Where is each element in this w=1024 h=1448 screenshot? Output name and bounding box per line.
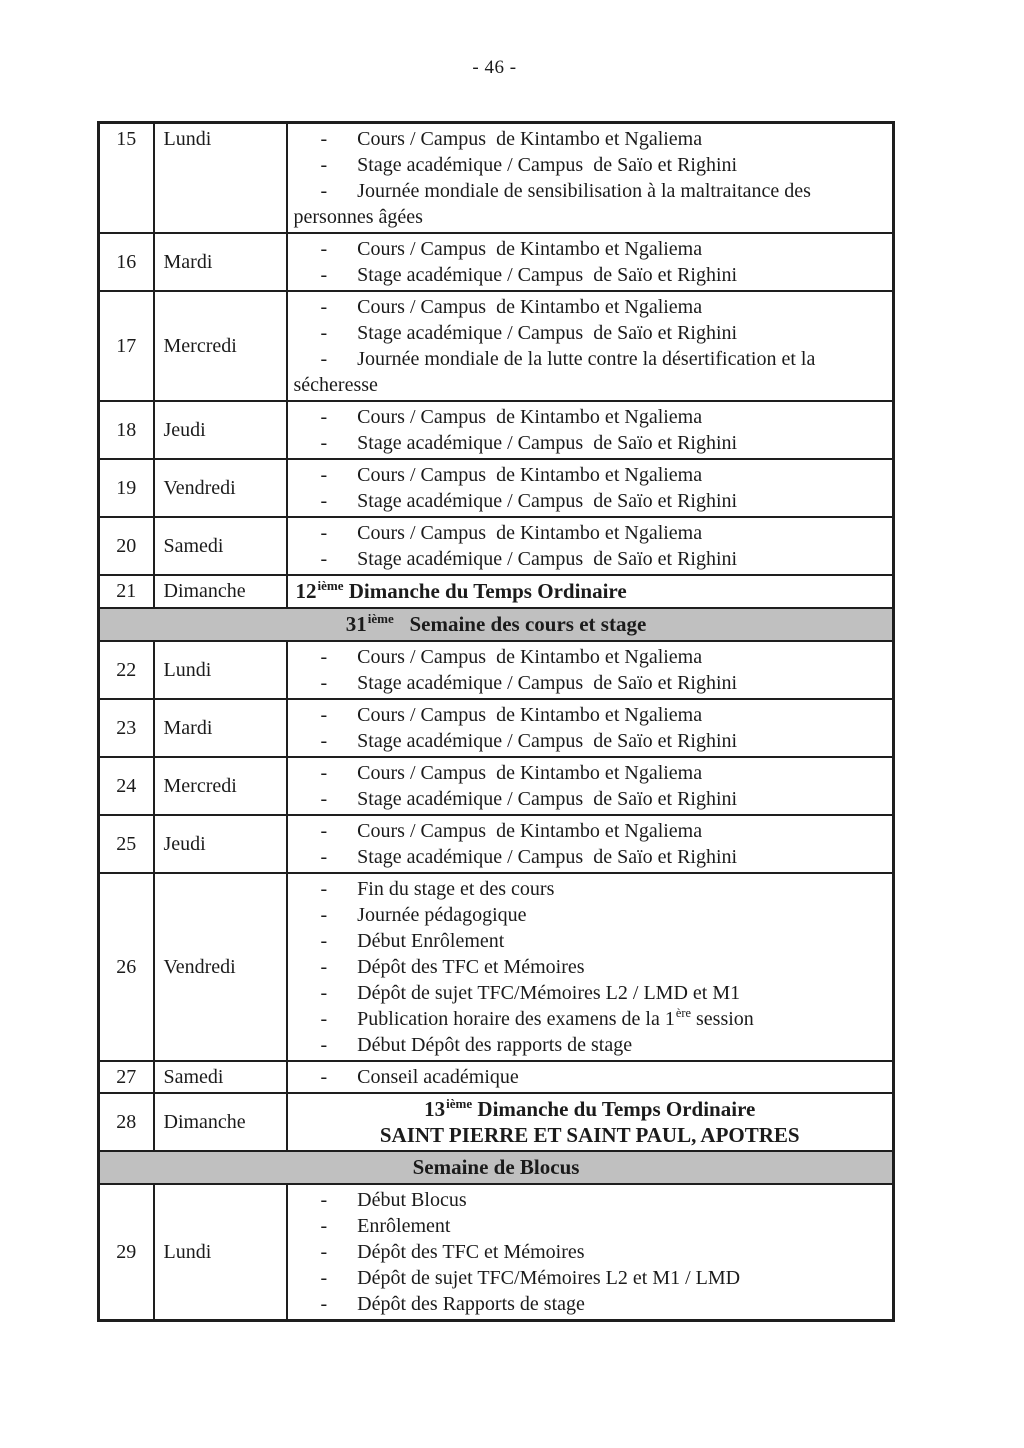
week-banner: [99, 608, 894, 641]
text-segment: Publication horaire des examens de la 1: [357, 1008, 675, 1030]
bullet-dash: -: [320, 128, 328, 150]
ordinal-superscript: ième: [446, 1096, 473, 1111]
activities-cell: [287, 757, 894, 815]
table-row: [99, 233, 894, 291]
bullet-dash: -: [320, 1066, 328, 1088]
day-name-cell: Lundi: [154, 641, 287, 699]
day-number-cell: 24: [99, 757, 154, 815]
table-row: [99, 123, 894, 234]
page-number: - 46 -: [472, 57, 517, 78]
activities-cell: [287, 401, 894, 459]
activities-cell: [287, 459, 894, 517]
bullet-dash: -: [320, 348, 328, 370]
academic-calendar-table: [97, 121, 895, 1322]
day-name-cell: Dimanche: [154, 1093, 287, 1151]
text-segment: Dimanche du Temps Ordinaire: [472, 1097, 756, 1121]
text-segment: Dépôt des TFC et Mémoires: [357, 956, 585, 978]
day-number-cell: 28: [99, 1093, 154, 1151]
text-segment: Début Enrôlement: [357, 930, 505, 952]
activities-cell: [287, 873, 894, 1061]
activity-item: [294, 644, 887, 670]
day-name-cell: Jeudi: [154, 401, 287, 459]
activity-item: [294, 320, 887, 346]
activity-item: [294, 786, 887, 812]
bullet-dash: -: [320, 1189, 328, 1211]
activities-cell: [287, 699, 894, 757]
text-segment: Stage académique / Campus de Saïo et Righini: [357, 432, 738, 454]
activity-item: [294, 1064, 887, 1090]
week-banner-row: [99, 608, 894, 641]
sunday-title: [294, 578, 887, 605]
text-segment: Stage académique / Campus de Saïo et Righini: [357, 322, 738, 344]
activity-item: [294, 702, 887, 728]
activity-item: [294, 876, 887, 902]
activities-cell: [287, 641, 894, 699]
ordinal-superscript: ième: [317, 578, 344, 593]
table-row: [99, 641, 894, 699]
activity-item: [294, 1213, 887, 1239]
activities-cell: [287, 1093, 894, 1151]
text-segment: Stage académique / Campus de Saïo et Righini: [357, 264, 738, 286]
text-segment: Dépôt de sujet TFC/Mémoires L2 et M1 / LMD: [357, 1267, 741, 1289]
day-name-cell: Dimanche: [154, 575, 287, 608]
bullet-dash: -: [320, 956, 328, 978]
activities-cell: [287, 1061, 894, 1093]
table-row: [99, 699, 894, 757]
day-name-cell: Mercredi: [154, 291, 287, 401]
table-row: [99, 517, 894, 575]
activity-item: [294, 1032, 887, 1058]
activities-cell: [287, 233, 894, 291]
day-number-cell: 26: [99, 873, 154, 1061]
day-number-cell: 20: [99, 517, 154, 575]
bullet-dash: -: [320, 704, 328, 726]
activity-item: [294, 1239, 887, 1265]
table-row: [99, 757, 894, 815]
day-number-cell: 18: [99, 401, 154, 459]
activity-item: [294, 1265, 887, 1291]
activity-item: [294, 1187, 887, 1213]
activity-item: [294, 520, 887, 546]
day-name-cell: Mercredi: [154, 757, 287, 815]
text-segment: 12: [295, 579, 317, 603]
bullet-dash: -: [320, 646, 328, 668]
text-segment: Stage académique / Campus de Saïo et Righini: [357, 154, 738, 176]
day-number-cell: 29: [99, 1184, 154, 1321]
text-segment: Stage académique / Campus de Saïo et Righini: [357, 846, 738, 868]
bullet-dash: -: [320, 1034, 328, 1056]
text-segment: 31: [345, 612, 367, 636]
bullet-dash: -: [320, 820, 328, 842]
table-row: [99, 291, 894, 401]
activities-cell: [287, 123, 894, 234]
text-segment: SAINT PIERRE ET SAINT PAUL, APOTRES: [379, 1123, 800, 1147]
text-segment: Journée pédagogique: [357, 904, 527, 926]
bullet-dash: -: [320, 1008, 328, 1030]
day-name-cell: Samedi: [154, 517, 287, 575]
table-row: [99, 1061, 894, 1093]
bullet-dash: -: [320, 322, 328, 344]
text-segment: Cours / Campus de Kintambo et Ngaliema: [357, 704, 703, 726]
table-row: [99, 1184, 894, 1321]
text-segment: Dépôt de sujet TFC/Mémoires L2 / LMD et M1: [357, 982, 741, 1004]
text-segment: Enrôlement: [357, 1215, 451, 1237]
day-name-cell: Vendredi: [154, 459, 287, 517]
day-number-cell: 16: [99, 233, 154, 291]
day-name-cell: Mardi: [154, 699, 287, 757]
text-segment: Stage académique / Campus de Saïo et Righini: [357, 672, 738, 694]
day-number-cell: 21: [99, 575, 154, 608]
activity-item: [294, 844, 887, 870]
activity-item: [294, 546, 887, 572]
text-segment: Fin du stage et des cours: [357, 878, 555, 900]
bullet-dash: -: [320, 1215, 328, 1237]
ordinal-superscript: ième: [367, 611, 394, 626]
activity-item: [294, 152, 887, 178]
text-segment: Dimanche du Temps Ordinaire: [343, 579, 627, 603]
bullet-dash: -: [320, 180, 328, 202]
day-number-cell: 22: [99, 641, 154, 699]
text-segment: Cours / Campus de Kintambo et Ngaliema: [357, 762, 703, 784]
day-name-cell: Vendredi: [154, 873, 287, 1061]
activity-item: [294, 462, 887, 488]
table-row: [99, 401, 894, 459]
activity-item: [294, 262, 887, 288]
table-row: [99, 459, 894, 517]
activities-cell: [287, 575, 894, 608]
activity-item: [294, 294, 887, 320]
text-segment: 13: [424, 1097, 446, 1121]
day-name-cell: Lundi: [154, 1184, 287, 1321]
activity-item: [294, 346, 887, 398]
text-segment: Dépôt des Rapports de stage: [357, 1293, 585, 1315]
bullet-dash: -: [320, 1267, 328, 1289]
activity-item: [294, 236, 887, 262]
day-number-cell: 25: [99, 815, 154, 873]
table-row: [99, 575, 894, 608]
day-number-cell: 27: [99, 1061, 154, 1093]
text-segment: Stage académique / Campus de Saïo et Righini: [357, 548, 738, 570]
activity-item: [294, 670, 887, 696]
day-number-cell: 17: [99, 291, 154, 401]
text-segment: Journée mondiale de la lutte contre la désertification et la sécheresse: [293, 348, 821, 396]
text-segment: Début Blocus: [357, 1189, 467, 1211]
activity-item: [294, 1291, 887, 1317]
text-segment: Cours / Campus de Kintambo et Ngaliema: [357, 522, 703, 544]
table-row: [99, 1093, 894, 1151]
bullet-dash: -: [320, 878, 328, 900]
text-segment: Stage académique / Campus de Saïo et Righini: [357, 730, 738, 752]
calendar-table-body: [99, 123, 894, 1321]
text-segment: Cours / Campus de Kintambo et Ngaliema: [357, 406, 703, 428]
bullet-dash: -: [320, 548, 328, 570]
bullet-dash: -: [320, 982, 328, 1004]
bullet-dash: -: [320, 432, 328, 454]
activity-item: [294, 902, 887, 928]
bullet-dash: -: [320, 1293, 328, 1315]
text-segment: Stage académique / Campus de Saïo et Righini: [357, 788, 738, 810]
table-row: [99, 815, 894, 873]
feast-line: [294, 1096, 887, 1122]
activity-item: [294, 178, 887, 230]
day-name-cell: Jeudi: [154, 815, 287, 873]
bullet-dash: -: [320, 846, 328, 868]
text-segment: Stage académique / Campus de Saïo et Righini: [357, 490, 738, 512]
activities-cell: [287, 815, 894, 873]
text-segment: Semaine de Blocus: [412, 1155, 580, 1179]
bullet-dash: -: [320, 154, 328, 176]
activity-item: [294, 818, 887, 844]
text-segment: Début Dépôt des rapports de stage: [357, 1034, 633, 1056]
bullet-dash: -: [320, 522, 328, 544]
activity-item: [294, 928, 887, 954]
bullet-dash: -: [320, 672, 328, 694]
table-row: [99, 873, 894, 1061]
bullet-dash: -: [320, 730, 328, 752]
text-segment: session: [691, 1008, 754, 1030]
activity-item: [294, 1006, 887, 1032]
bullet-dash: -: [320, 264, 328, 286]
bullet-dash: -: [320, 1241, 328, 1263]
text-segment: Journée mondiale de sensibilisation à la maltraitance des personnes âgées: [293, 180, 816, 228]
text-segment: Conseil académique: [357, 1066, 519, 1088]
activity-item: [294, 980, 887, 1006]
activity-item: [294, 954, 887, 980]
week-banner-row: [99, 1151, 894, 1184]
bullet-dash: -: [320, 464, 328, 486]
day-name-cell: Samedi: [154, 1061, 287, 1093]
day-number-cell: 19: [99, 459, 154, 517]
text-segment: Cours / Campus de Kintambo et Ngaliema: [357, 238, 703, 260]
activities-cell: [287, 291, 894, 401]
activities-cell: [287, 517, 894, 575]
text-segment: Cours / Campus de Kintambo et Ngaliema: [357, 646, 703, 668]
activity-item: [294, 728, 887, 754]
day-number-cell: 15: [99, 123, 154, 234]
bullet-dash: -: [320, 904, 328, 926]
activity-item: [294, 760, 887, 786]
text-segment: Cours / Campus de Kintambo et Ngaliema: [357, 464, 703, 486]
text-segment: Cours / Campus de Kintambo et Ngaliema: [357, 820, 703, 842]
text-segment: Cours / Campus de Kintambo et Ngaliema: [357, 296, 703, 318]
activities-cell: [287, 1184, 894, 1321]
text-segment: Semaine des cours et stage: [393, 612, 647, 636]
bullet-dash: -: [320, 930, 328, 952]
day-number-cell: 23: [99, 699, 154, 757]
text-segment: Cours / Campus de Kintambo et Ngaliema: [357, 128, 703, 150]
activity-item: [294, 404, 887, 430]
bullet-dash: -: [320, 490, 328, 512]
activity-item: [294, 488, 887, 514]
week-banner: [99, 1151, 894, 1184]
text-segment: Dépôt des TFC et Mémoires: [357, 1241, 585, 1263]
bullet-dash: -: [320, 238, 328, 260]
feast-line: [294, 1122, 887, 1148]
activity-item: [294, 430, 887, 456]
day-name-cell: Mardi: [154, 233, 287, 291]
bullet-dash: -: [320, 788, 328, 810]
bullet-dash: -: [320, 762, 328, 784]
activity-item: [294, 126, 887, 152]
day-name-cell: Lundi: [154, 123, 287, 234]
ordinal-superscript: ère: [675, 1006, 691, 1021]
bullet-dash: -: [320, 296, 328, 318]
bullet-dash: -: [320, 406, 328, 428]
